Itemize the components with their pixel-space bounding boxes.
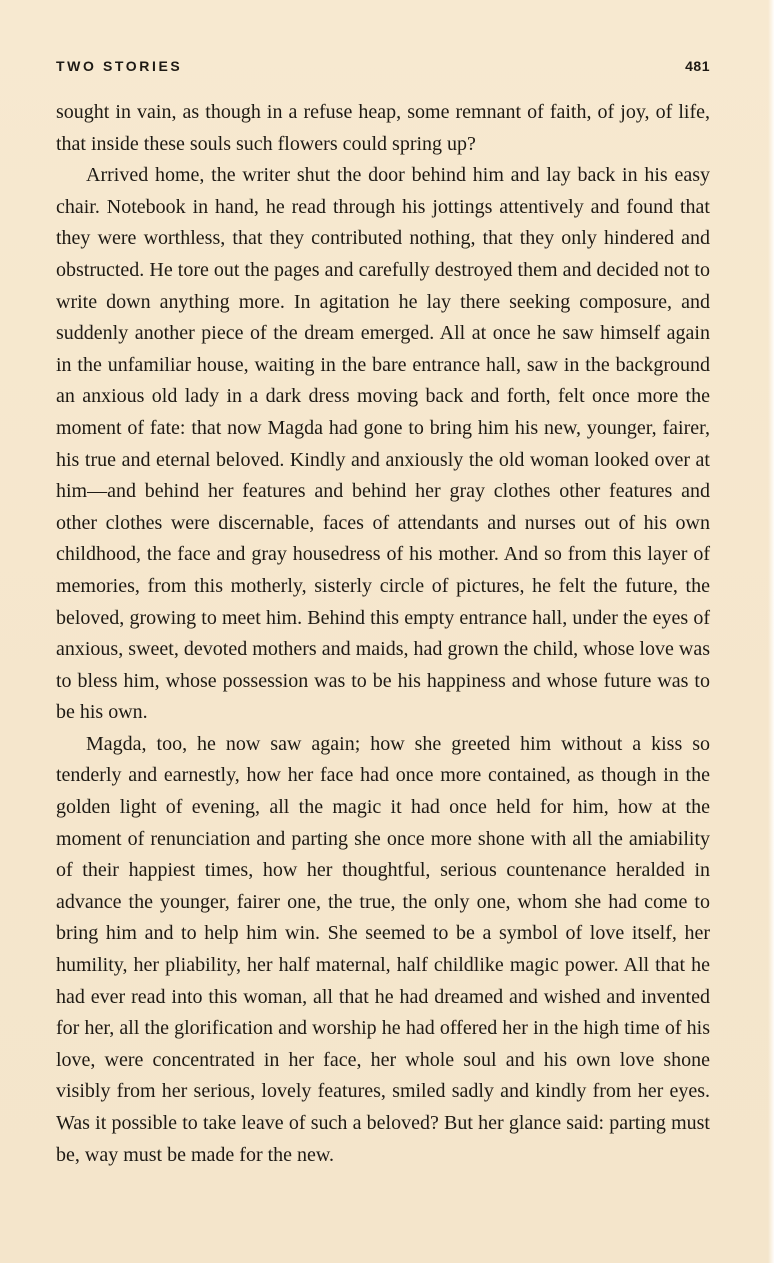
page-number: 481 xyxy=(685,58,710,74)
paragraph-continued: sought in vain, as though in a refuse heap, some remnant of faith, of joy, of life, that inside these souls such flowers could spring up? xyxy=(56,101,710,155)
running-head xyxy=(56,58,710,74)
paragraph: Magda, too, he now saw again; how she greeted him without a kiss so tenderly and earnestly, how her face had once more contained, as though in the golden light of evening, all the magic it had once held for him, how at the moment of renunciation and parting she once more shone with all the amiability of their happiest times, how her thoughtful, serious countenance heralded in advance the younger, fairer one, the true, the only one, whom she had come to bring him and to help him win. She seemed to be a symbol of love itself, her humility, her pliability, her half maternal, half childlike magic power. All that he had ever read into this woman, all that he had dreamed and wished and invented for her, all the glorification and worship he had offered her in the high time of his love, were concentrated in her face, her whole soul and his own love shone visibly from her serious, lovely features, smiled sadly and kindly from her eyes. Was it possible to take leave of such a beloved? But her glance said: parting must be, way must be made for the new. xyxy=(56,732,710,1166)
paragraph: Arrived home, the writer shut the door behind him and lay back in his easy chair. Notebook in hand, he read through his jottings attentively and found that they were worthless, that they contributed nothing, that they only hindered and obstructed. He tore out the pages and carefully destroyed them and decided not to write down anything more. In agitation he lay there seeking composure, and suddenly another piece of the dream emerged. All at once he saw himself again in the unfamiliar house, waiting in the bare entrance hall, saw in the background an anxious old lady in a dark dress moving back and forth, felt once more the moment of fate: that now Magda had gone to bring him his new, younger, fairer, his true and eternal beloved. Kindly and anxiously the old woman looked over at him—and behind her features and behind her gray clothes other features and other clothes were discernable, faces of attendants and nurses out of his own childhood, the face and gray housedress of his mother. And so from this layer of memories, from this motherly, sisterly circle of pictures, he felt the future, the beloved, growing to meet him. Behind this empty entrance hall, under the eyes of anxious, sweet, devoted mothers and maids, had grown the child, whose love was to bless him, whose possession was to be his happiness and whose future was to be his own. xyxy=(56,164,710,724)
body-text xyxy=(56,97,710,1171)
running-title: TWO STORIES xyxy=(56,58,183,74)
